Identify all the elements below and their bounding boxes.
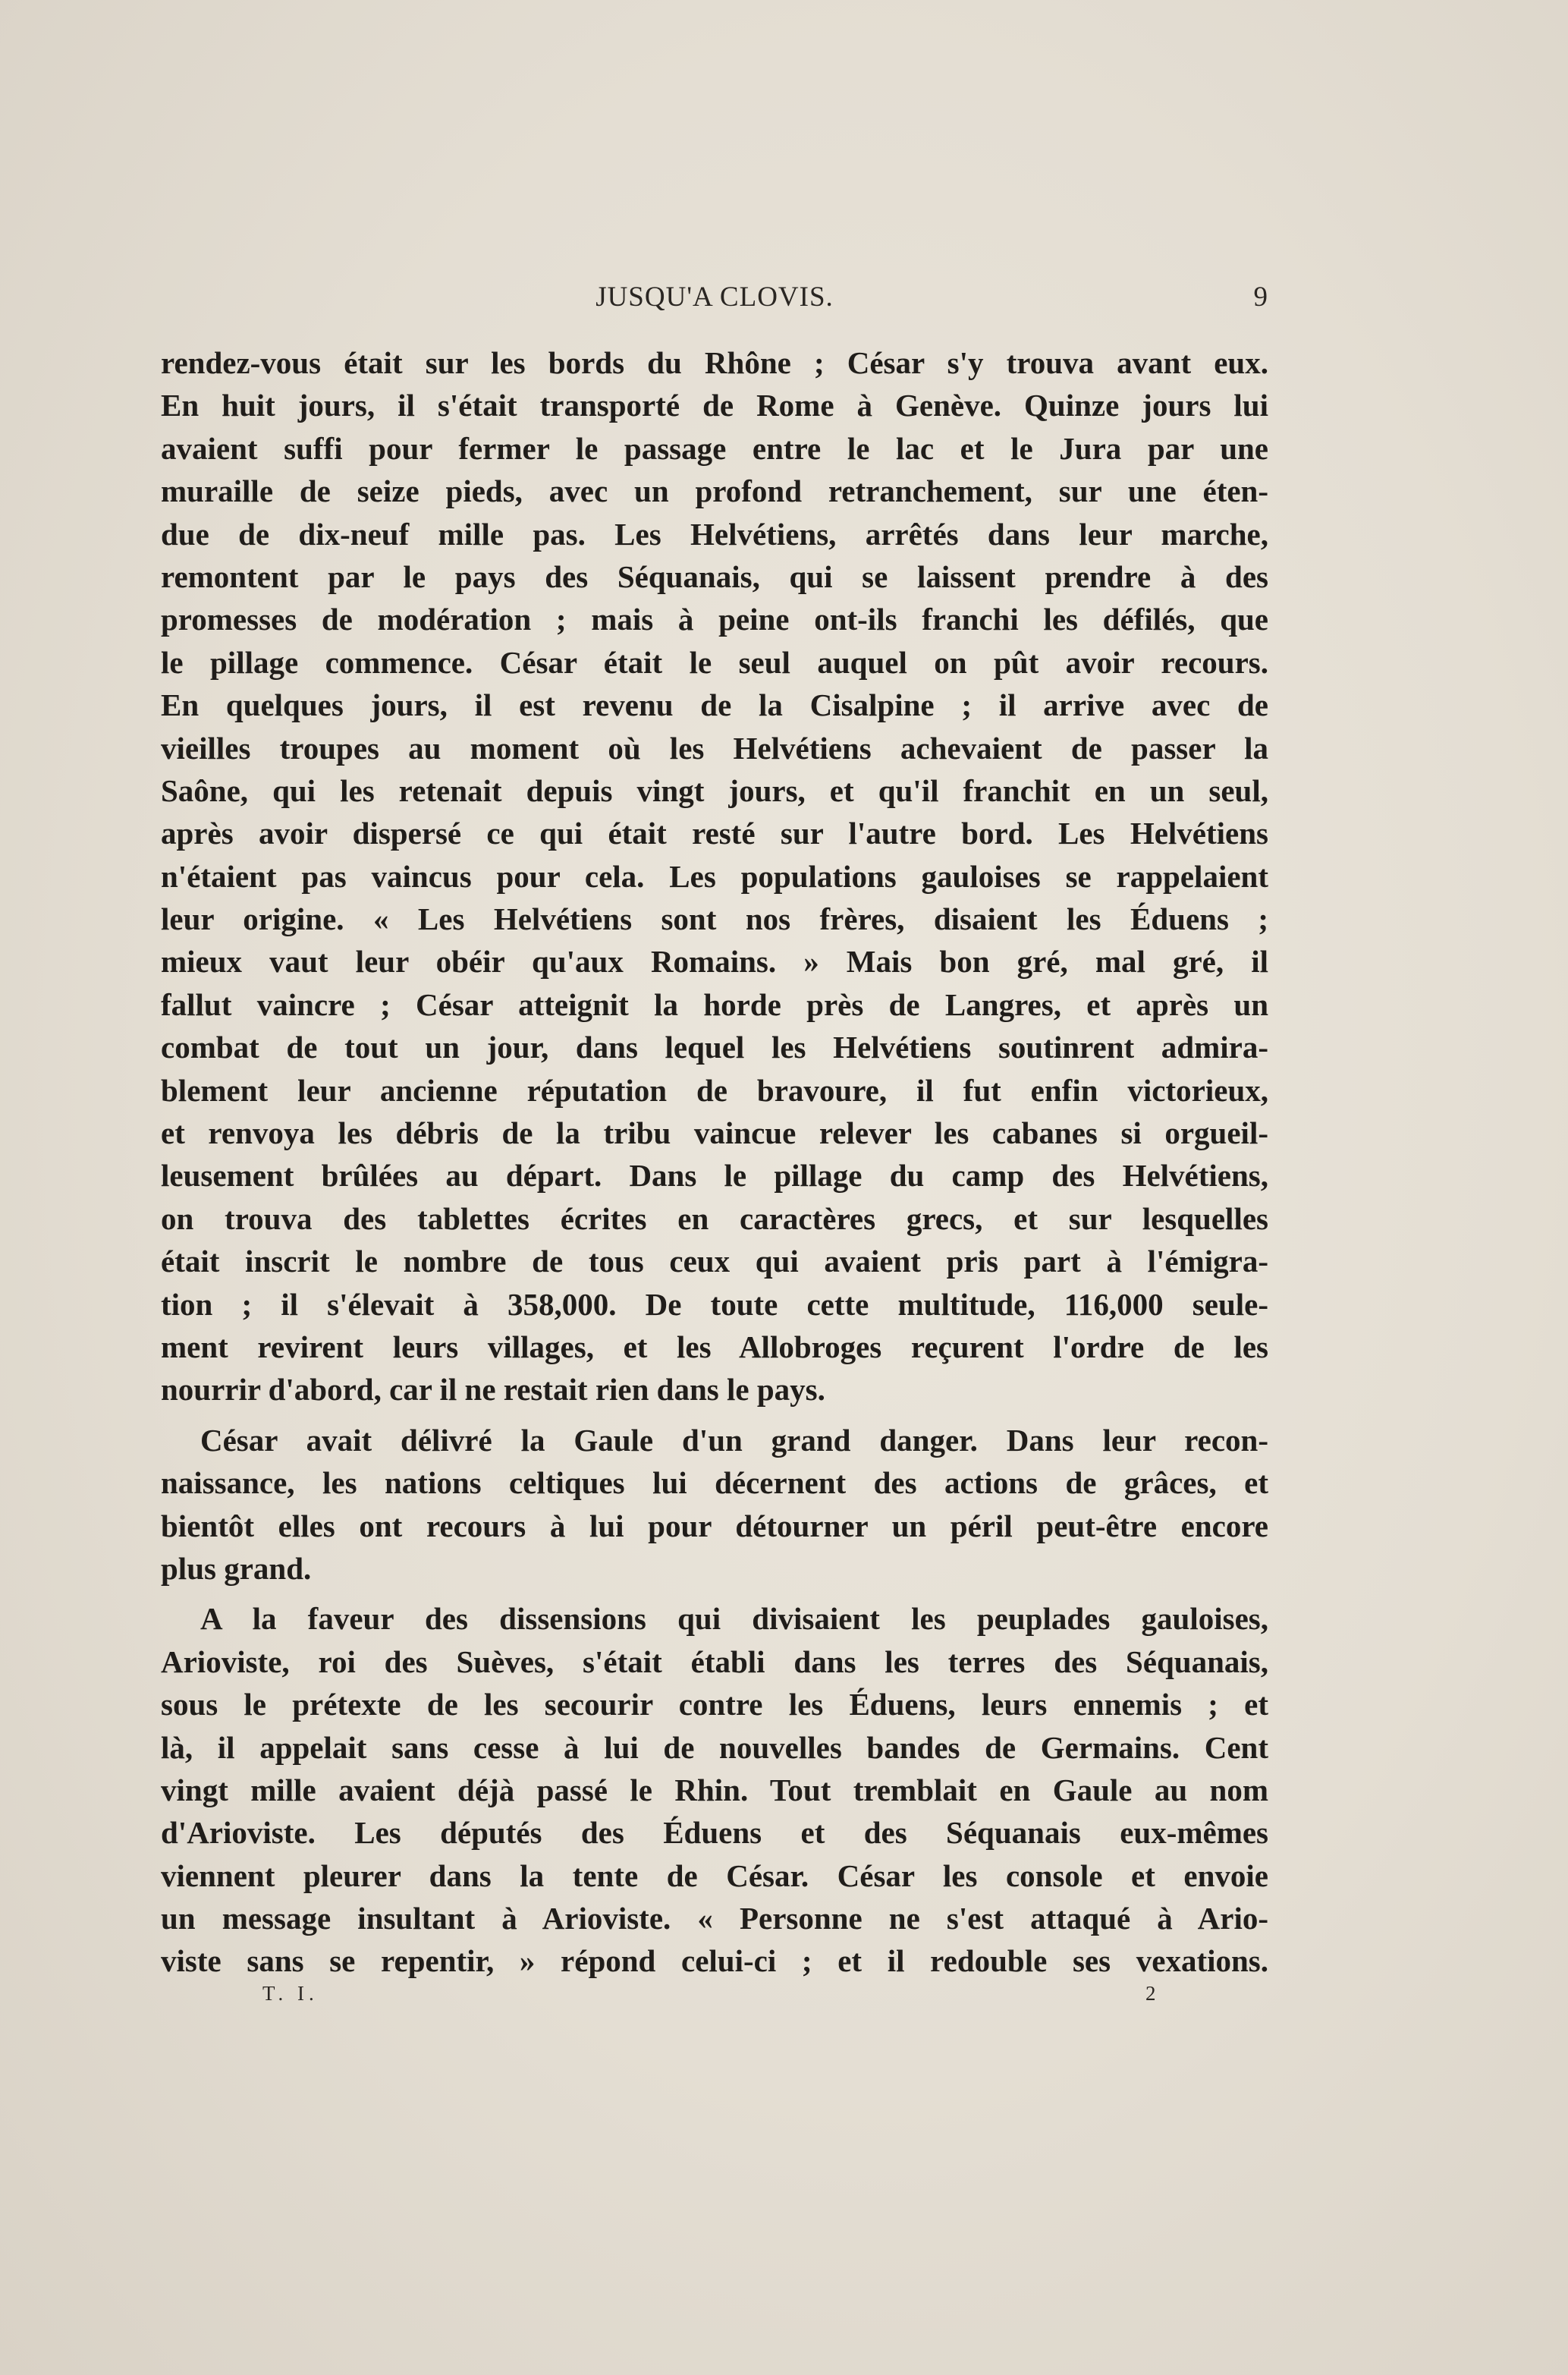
text-line: on trouva des tablettes écrites en caractères grecs, et sur lesquelles — [161, 1200, 1268, 1236]
text-line: Arioviste, roi des Suèves, s'était établi dans les terres des Séquanais, — [161, 1644, 1268, 1679]
text-line: remontent par le pays des Séquanais, qui se laissent prendre à des — [161, 558, 1268, 594]
text-line: d'Arioviste. Les députés des Éduens et des Séquanais eux-mêmes — [161, 1815, 1268, 1851]
text-line: promesses de modération ; mais à peine ont-ils franchi les défilés, que — [161, 602, 1268, 637]
text-line: naissance, les nations celtiques lui décernent des actions de grâces, et — [161, 1465, 1268, 1501]
text-line: rendez-vous était sur les bords du Rhône ; César s'y trouva avant eux. — [161, 345, 1268, 380]
text-line: était inscrit le nombre de tous ceux qui avaient pris part à l'émigra- — [161, 1244, 1268, 1279]
paragraph-gap — [161, 1411, 1268, 1419]
page-number: 9 — [1253, 282, 1268, 313]
text-line: plus grand. — [161, 1550, 312, 1586]
paragraph-2 — [161, 1419, 1268, 1590]
text-line: nourrir d'abord, car il ne restait rien dans le pays. — [161, 1372, 825, 1408]
text-line: après avoir dispersé ce qui était resté sur l'autre bord. Les Helvétiens — [161, 816, 1268, 851]
volume-mark: T. I. — [262, 1982, 319, 2005]
paragraph-gap — [161, 1590, 1268, 1597]
text-line: combat de tout un jour, dans lequel les Helvétiens soutinrent admira- — [161, 1030, 1268, 1065]
text-line: vingt mille avaient déjà passé le Rhin. Tout tremblait en Gaule au nom — [161, 1772, 1268, 1807]
text-line: avaient suffi pour fermer le passage entre le lac et le Jura par une — [161, 430, 1268, 466]
text-line: leur origine. « Les Helvétiens sont nos frères, disaient les Éduens ; — [161, 901, 1268, 937]
text-line: Saône, qui les retenait depuis vingt jours, et qu'il franchit en un seul, — [161, 772, 1268, 808]
text-line: blement leur ancienne réputation de bravoure, il fut enfin victorieux, — [161, 1072, 1268, 1108]
text-line: et renvoya les débris de la tribu vaincue relever les cabanes si orgueil- — [161, 1115, 1268, 1151]
text-line: fallut vaincre ; César atteignit la horde près de Langres, et après un — [161, 986, 1268, 1022]
page-footer — [161, 1982, 1268, 2012]
text-line: le pillage commence. César était le seul auquel on pût avoir recours. — [161, 644, 1268, 680]
running-title: JUSQU'A CLOVIS. — [595, 282, 834, 313]
running-head — [161, 281, 1268, 319]
paragraph-1 — [161, 341, 1268, 1411]
text-line: viennent pleurer dans la tente de César. César les console et envoie — [161, 1858, 1268, 1893]
text-line: là, il appelait sans cesse à lui de nouvelles bandes de Germains. Cent — [161, 1729, 1268, 1765]
text-line: En huit jours, il s'était transporté de Rome à Genève. Quinze jours lui — [161, 388, 1268, 423]
text-line: due de dix-neuf mille pas. Les Helvétiens, arrêtés dans leur marche, — [161, 516, 1268, 552]
body-text — [161, 341, 1268, 1983]
text-line: sous le prétexte de les secourir contre les Éduens, leurs ennemis ; et — [161, 1687, 1268, 1722]
text-line: mieux vaut leur obéir qu'aux Romains. » Mais bon gré, mal gré, il — [161, 944, 1268, 980]
paragraph-3 — [161, 1597, 1268, 1983]
text-line: César avait délivré la Gaule d'un grand danger. Dans leur recon- — [200, 1422, 1268, 1458]
text-line: n'étaient pas vaincus pour cela. Les populations gauloises se rappelaient — [161, 858, 1268, 894]
text-line: A la faveur des dissensions qui divisaient les peuplades gauloises, — [200, 1601, 1268, 1637]
text-line: muraille de seize pieds, avec un profond retranchement, sur une éten- — [161, 473, 1268, 509]
text-line: tion ; il s'élevait à 358,000. De toute cette multitude, 116,000 seule- — [161, 1286, 1268, 1322]
signature-mark: 2 — [1145, 1982, 1156, 2005]
text-line: viste sans se repentir, » répond celui-ci ; et il redouble ses vexations. — [161, 1943, 1268, 1979]
text-line: leusement brûlées au départ. Dans le pillage du camp des Helvétiens, — [161, 1158, 1268, 1194]
text-line: En quelques jours, il est revenu de la Cisalpine ; il arrive avec de — [161, 687, 1268, 723]
text-line: vieilles troupes au moment où les Helvétiens achevaient de passer la — [161, 730, 1268, 766]
text-line: bientôt elles ont recours à lui pour détourner un péril peut-être encore — [161, 1508, 1268, 1543]
text-line: ment revirent leurs villages, et les Allobroges reçurent l'ordre de les — [161, 1329, 1268, 1364]
text-line: un message insultant à Arioviste. « Personne ne s'est attaqué à Ario- — [161, 1901, 1268, 1936]
